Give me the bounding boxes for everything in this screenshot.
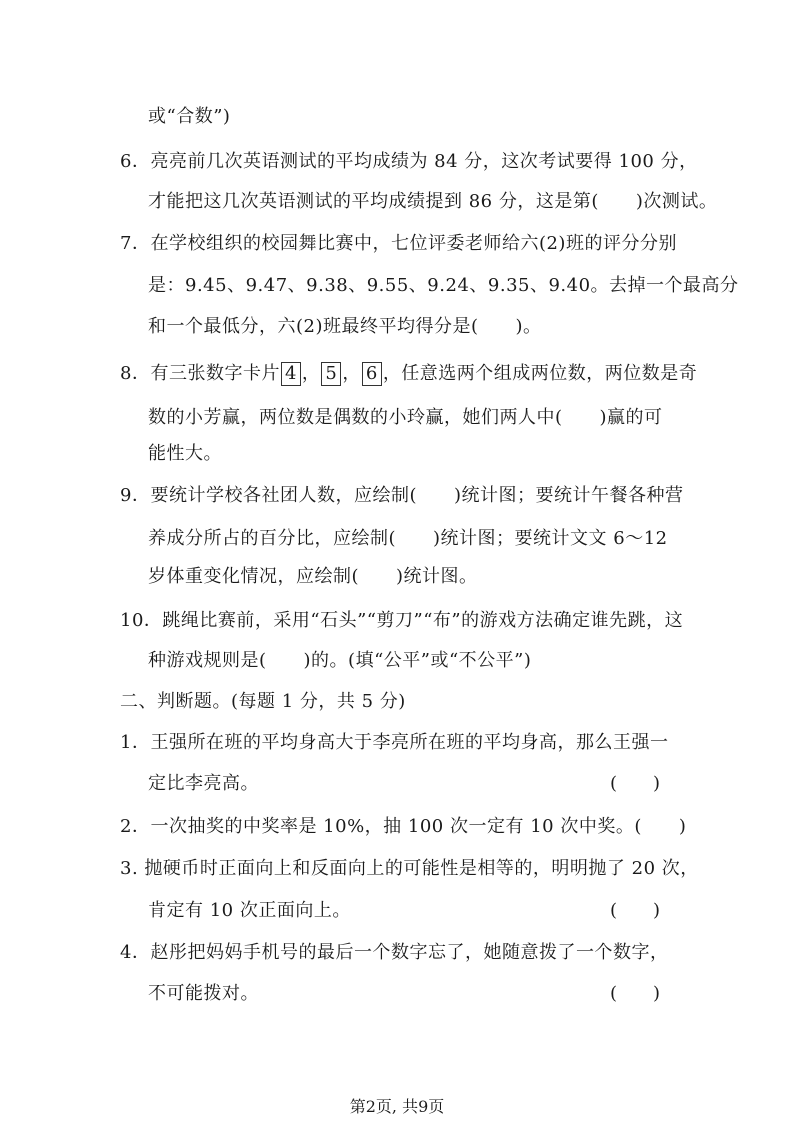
question-8-line-3: 能性大。	[148, 443, 222, 464]
judge-4-line-1: 4．赵彤把妈妈手机号的最后一个数字忘了，她随意拨了一个数字，	[120, 942, 669, 963]
question-8-suffix: ，任意选两个组成两位数，两位数是奇	[382, 363, 698, 384]
judge-2-line: 2．一次抽奖的中奖率是 10%，抽 100 次一定有 10 次中奖。( )	[120, 816, 687, 837]
judge-1-answer-paren: ( )	[610, 773, 661, 794]
card-separator: ，	[301, 363, 321, 384]
question-8-line-1	[120, 361, 697, 387]
judge-1-line-1: 1．王强所在班的平均身高大于李亮所在班的平均身高，那么王强一	[120, 732, 669, 753]
judge-4-line-2: 不可能拨对。	[148, 983, 259, 1004]
question-7-line-1: 7．在学校组织的校园舞比赛中，七位评委老师给六(2)班的评分分别	[120, 233, 677, 254]
card-separator: ，	[342, 363, 361, 384]
question-10-line-2: 种游戏规则是( )的。(填“公平”或“不公平”)	[148, 650, 532, 671]
number-card-4: 4	[281, 362, 301, 386]
judge-3-line-1: 3. 抛硬币时正面向上和反面向上的可能性是相等的，明明抛了 20 次，	[120, 858, 699, 879]
question-7-line-2: 是：9.45、9.47、9.38、9.55、9.24、9.35、9.40。去掉一个最高分	[148, 275, 739, 296]
judge-3-line-2: 肯定有 10 次正面向上。	[148, 900, 351, 921]
section-2-heading: 二、判断题。(每题 1 分，共 5 分)	[120, 691, 406, 712]
judge-3-answer-paren: ( )	[610, 900, 661, 921]
judge-1-line-2: 定比李亮高。	[148, 773, 259, 794]
question-8-prefix: 8．有三张数字卡片	[120, 363, 280, 384]
number-card-5: 5	[321, 362, 341, 386]
question-10-line-1: 10．跳绳比赛前，采用“石头”“剪刀”“布”的游戏方法确定谁先跳，这	[120, 610, 684, 631]
number-card-6: 6	[362, 362, 382, 386]
question-9-line-2: 养成分所占的百分比，应绘制( )统计图；要统计文文 6～12	[148, 528, 668, 549]
question-7-line-3: 和一个最低分，六(2)班最终平均得分是( )。	[148, 316, 542, 337]
question-6-line-1: 6．亮亮前几次英语测试的平均成绩为 84 分，这次考试要得 100 分，	[120, 151, 698, 172]
question-9-line-3: 岁体重变化情况，应绘制( )统计图。	[148, 566, 478, 587]
question-6-line-2: 才能把这几次英语测试的平均成绩提到 86 分，这是第( )次测试。	[148, 191, 718, 212]
text-line: 或“合数”)	[148, 106, 231, 127]
question-8-line-2: 数的小芳赢，两位数是偶数的小玲赢，她们两人中( )赢的可	[148, 407, 663, 428]
judge-4-answer-paren: ( )	[610, 983, 661, 1004]
page-footer: 第2页, 共9页	[349, 1097, 445, 1116]
question-9-line-1: 9．要统计学校各社团人数，应绘制( )统计图；要统计午餐各种营	[120, 485, 684, 506]
